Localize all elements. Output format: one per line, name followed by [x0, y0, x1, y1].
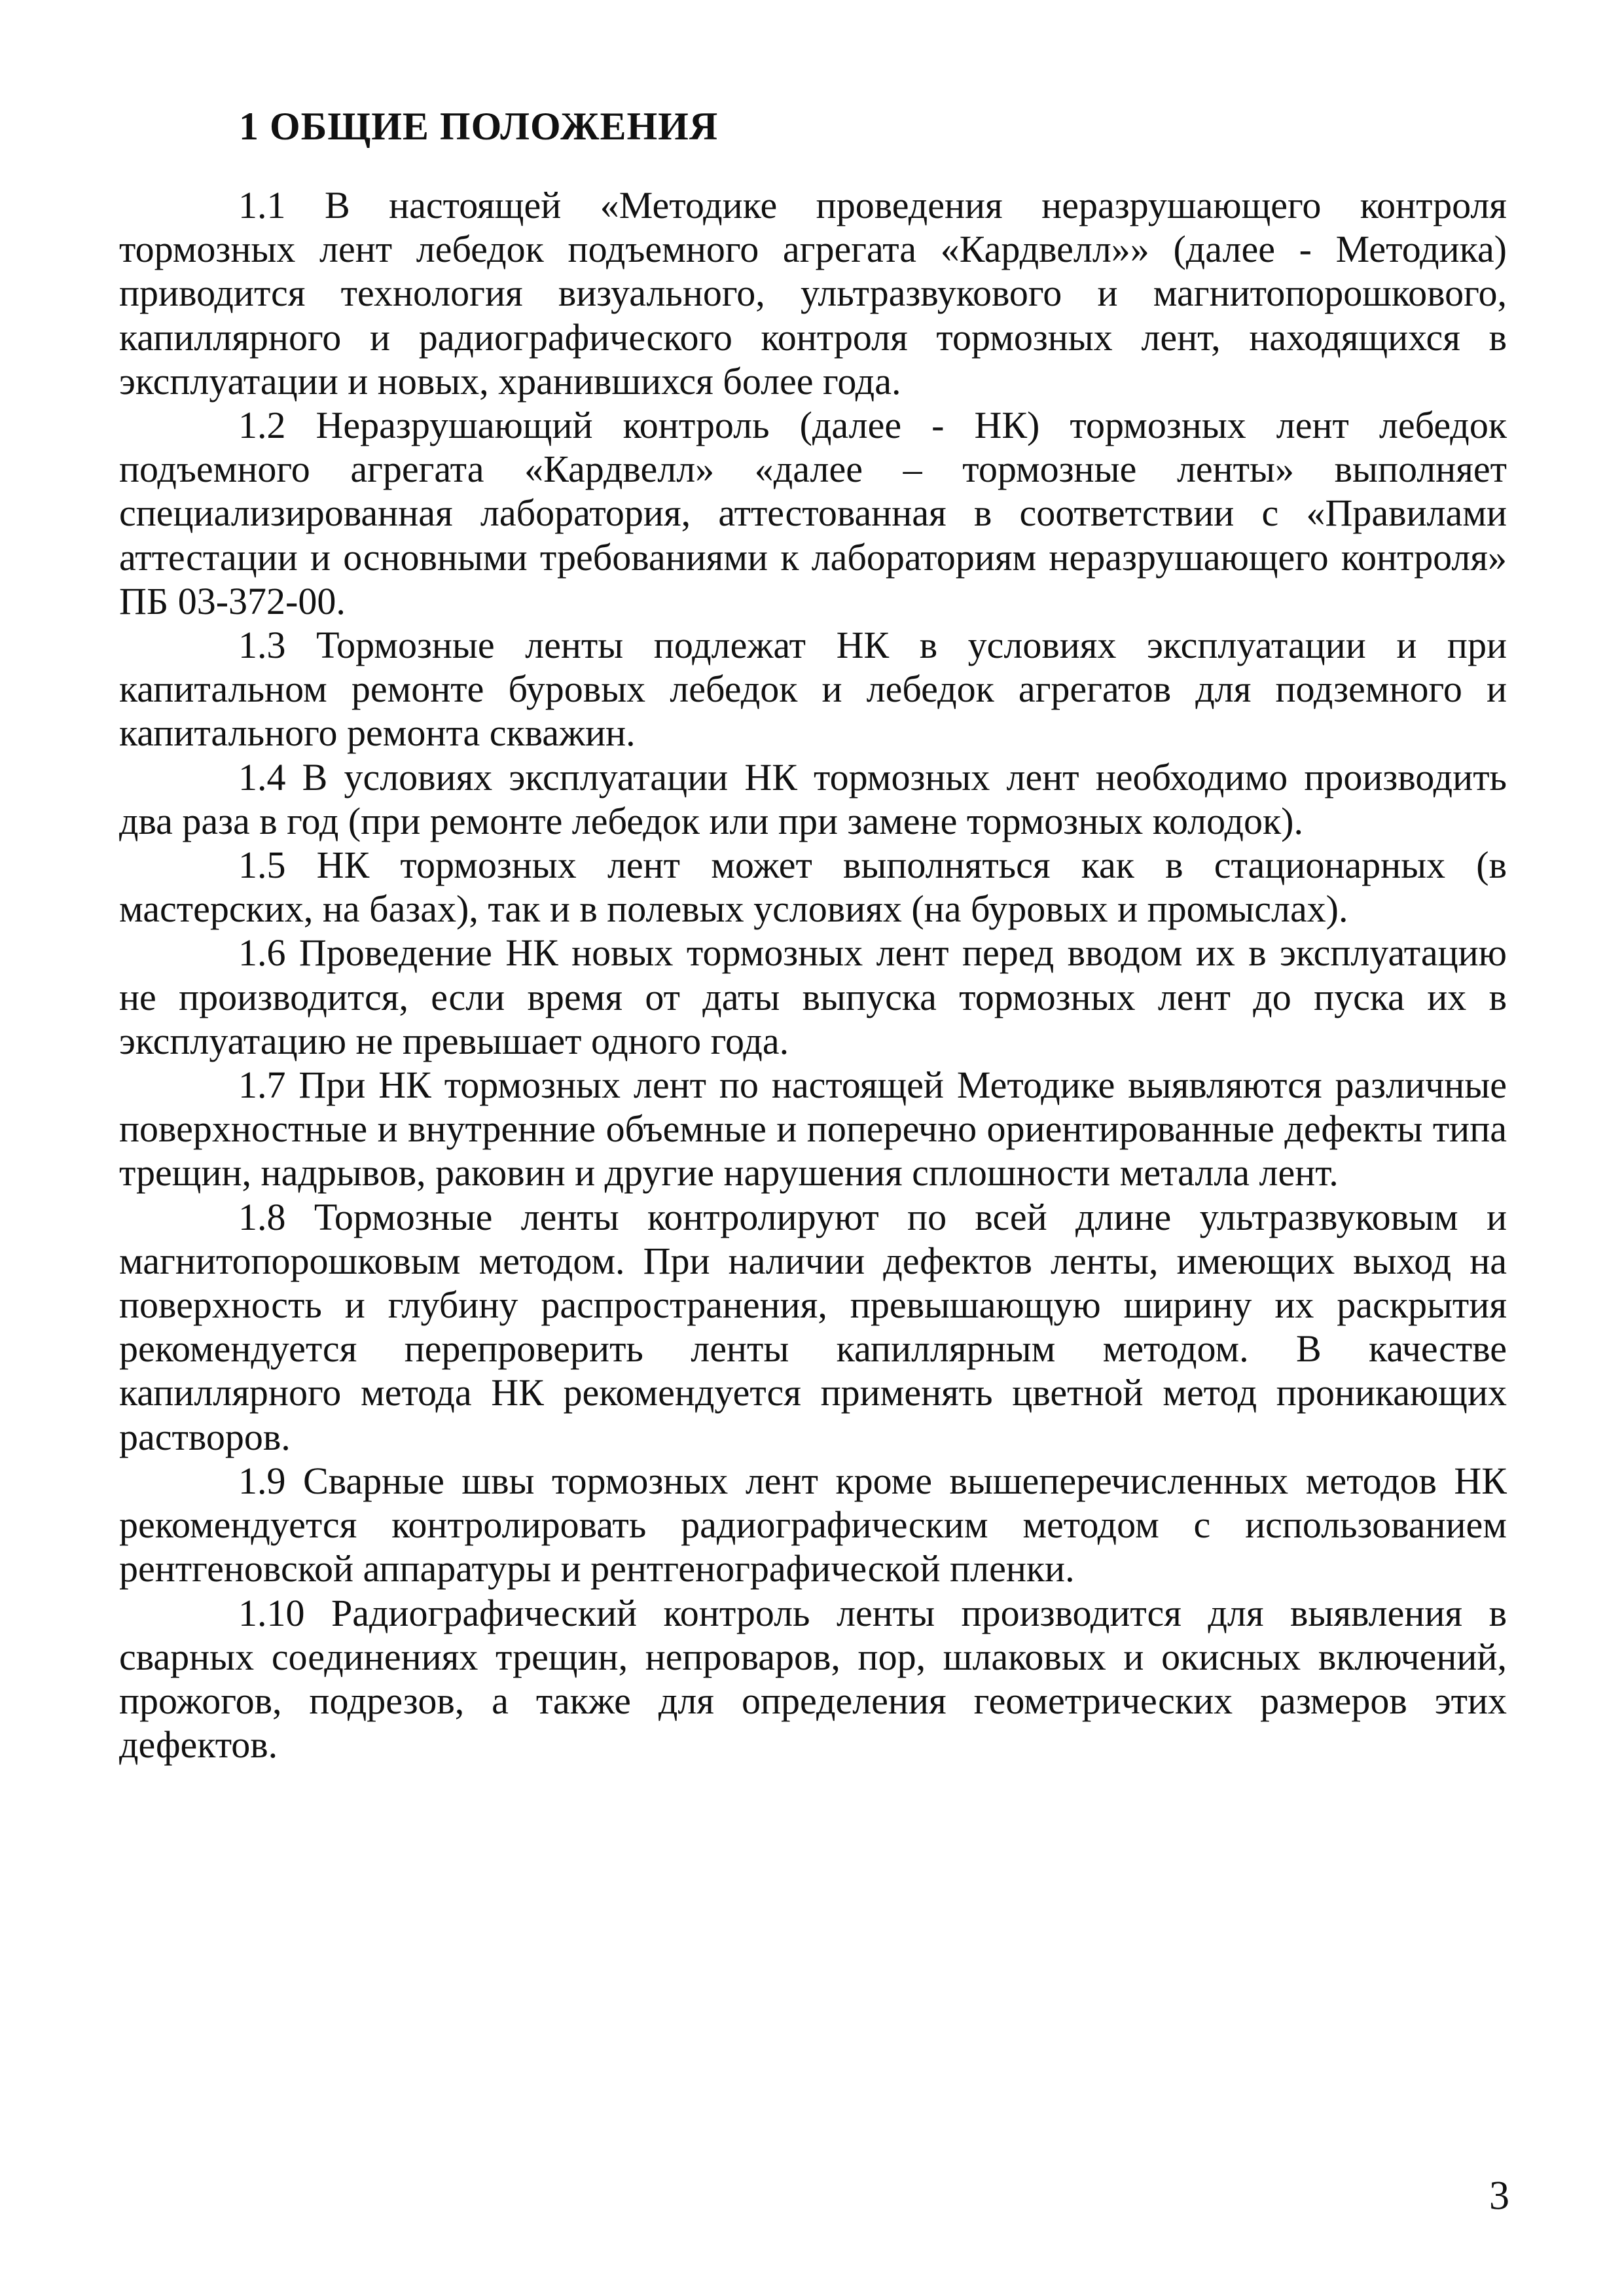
paragraph-1-4: 1.4 В условиях эксплуатации НК тормозных лент необходимо производить два раза в год (при ремонте лебедок или при замене тормозных колодок).: [119, 755, 1507, 842]
paragraph-1-10: 1.10 Радиографический контроль ленты производится для выявления в сварных соединениях трещин, непроваров, пор, шлаковых и окисных включений, прожогов, подрезов, а также для определения геометрических размеров этих дефектов.: [119, 1591, 1507, 1767]
paragraph-1-7: 1.7 При НК тормозных лент по настоящей Методике выявляются различные поверхностные и внутренние объемные и поперечно ориентированные дефекты типа трещин, надрывов, раковин и другие нарушения сплошности металла лент.: [119, 1064, 1507, 1194]
paragraph-1-3: 1.3 Тормозные ленты подлежат НК в условиях эксплуатации и при капитальном ремонте буровых лебедок и лебедок агрегатов для подземного и капитального ремонта скважин.: [119, 624, 1507, 755]
paragraph-1-9: 1.9 Сварные швы тормозных лент кроме вышеперечисленных методов НК рекомендуется контролировать радиографическим методом с использованием рентгеновской аппаратуры и рентгенографической пленки.: [119, 1459, 1507, 1590]
paragraph-1-8: 1.8 Тормозные ленты контролируют по всей длине ультразвуковым и магнитопорошковым методом. При наличии дефектов ленты, имеющих выход на поверхность и глубину распространения, превышающую ширину их раскрытия рекомендуется перепроверить ленты капиллярным методом. В качестве капиллярного метода НК рекомендуется применять цветной метод проникающих растворов.: [119, 1195, 1507, 1458]
paragraph-1-1: 1.1 В настоящей «Методике проведения неразрушающего контроля тормозных лент лебедок подъемного агрегата «Кардвелл»» (далее - Методика) приводится технология визуального, ультразвукового и магнитопорошкового, капиллярного и радиографического контроля тормозных лент, находящихся в эксплуатации и новых, хранившихся более года.: [119, 184, 1507, 403]
section-title: 1 ОБЩИЕ ПОЛОЖЕНИЯ: [239, 105, 719, 148]
page-number: 3: [1489, 2174, 1509, 2218]
body-text: [119, 183, 1507, 1767]
paragraph-1-2: 1.2 Неразрушающий контроль (далее - НК) тормозных лент лебедок подъемного агрегата «Кардвелл» «далее – тормозные ленты» выполняет специализированная лаборатория, аттестованная в соответствии с «Правилами аттестации и основными требованиями к лабораториям неразрушающего контроля» ПБ 03-372-00.: [119, 404, 1507, 622]
paragraph-1-6: 1.6 Проведение НК новых тормозных лент перед вводом их в эксплуатацию не производится, если время от даты выпуска тормозных лент до пуска их в эксплуатацию не превышает одного года.: [119, 931, 1507, 1062]
paragraph-1-5: 1.5 НК тормозных лент может выполняться как в стационарных (в мастерских, на базах), так и в полевых условиях (на буровых и промыслах).: [119, 844, 1507, 931]
